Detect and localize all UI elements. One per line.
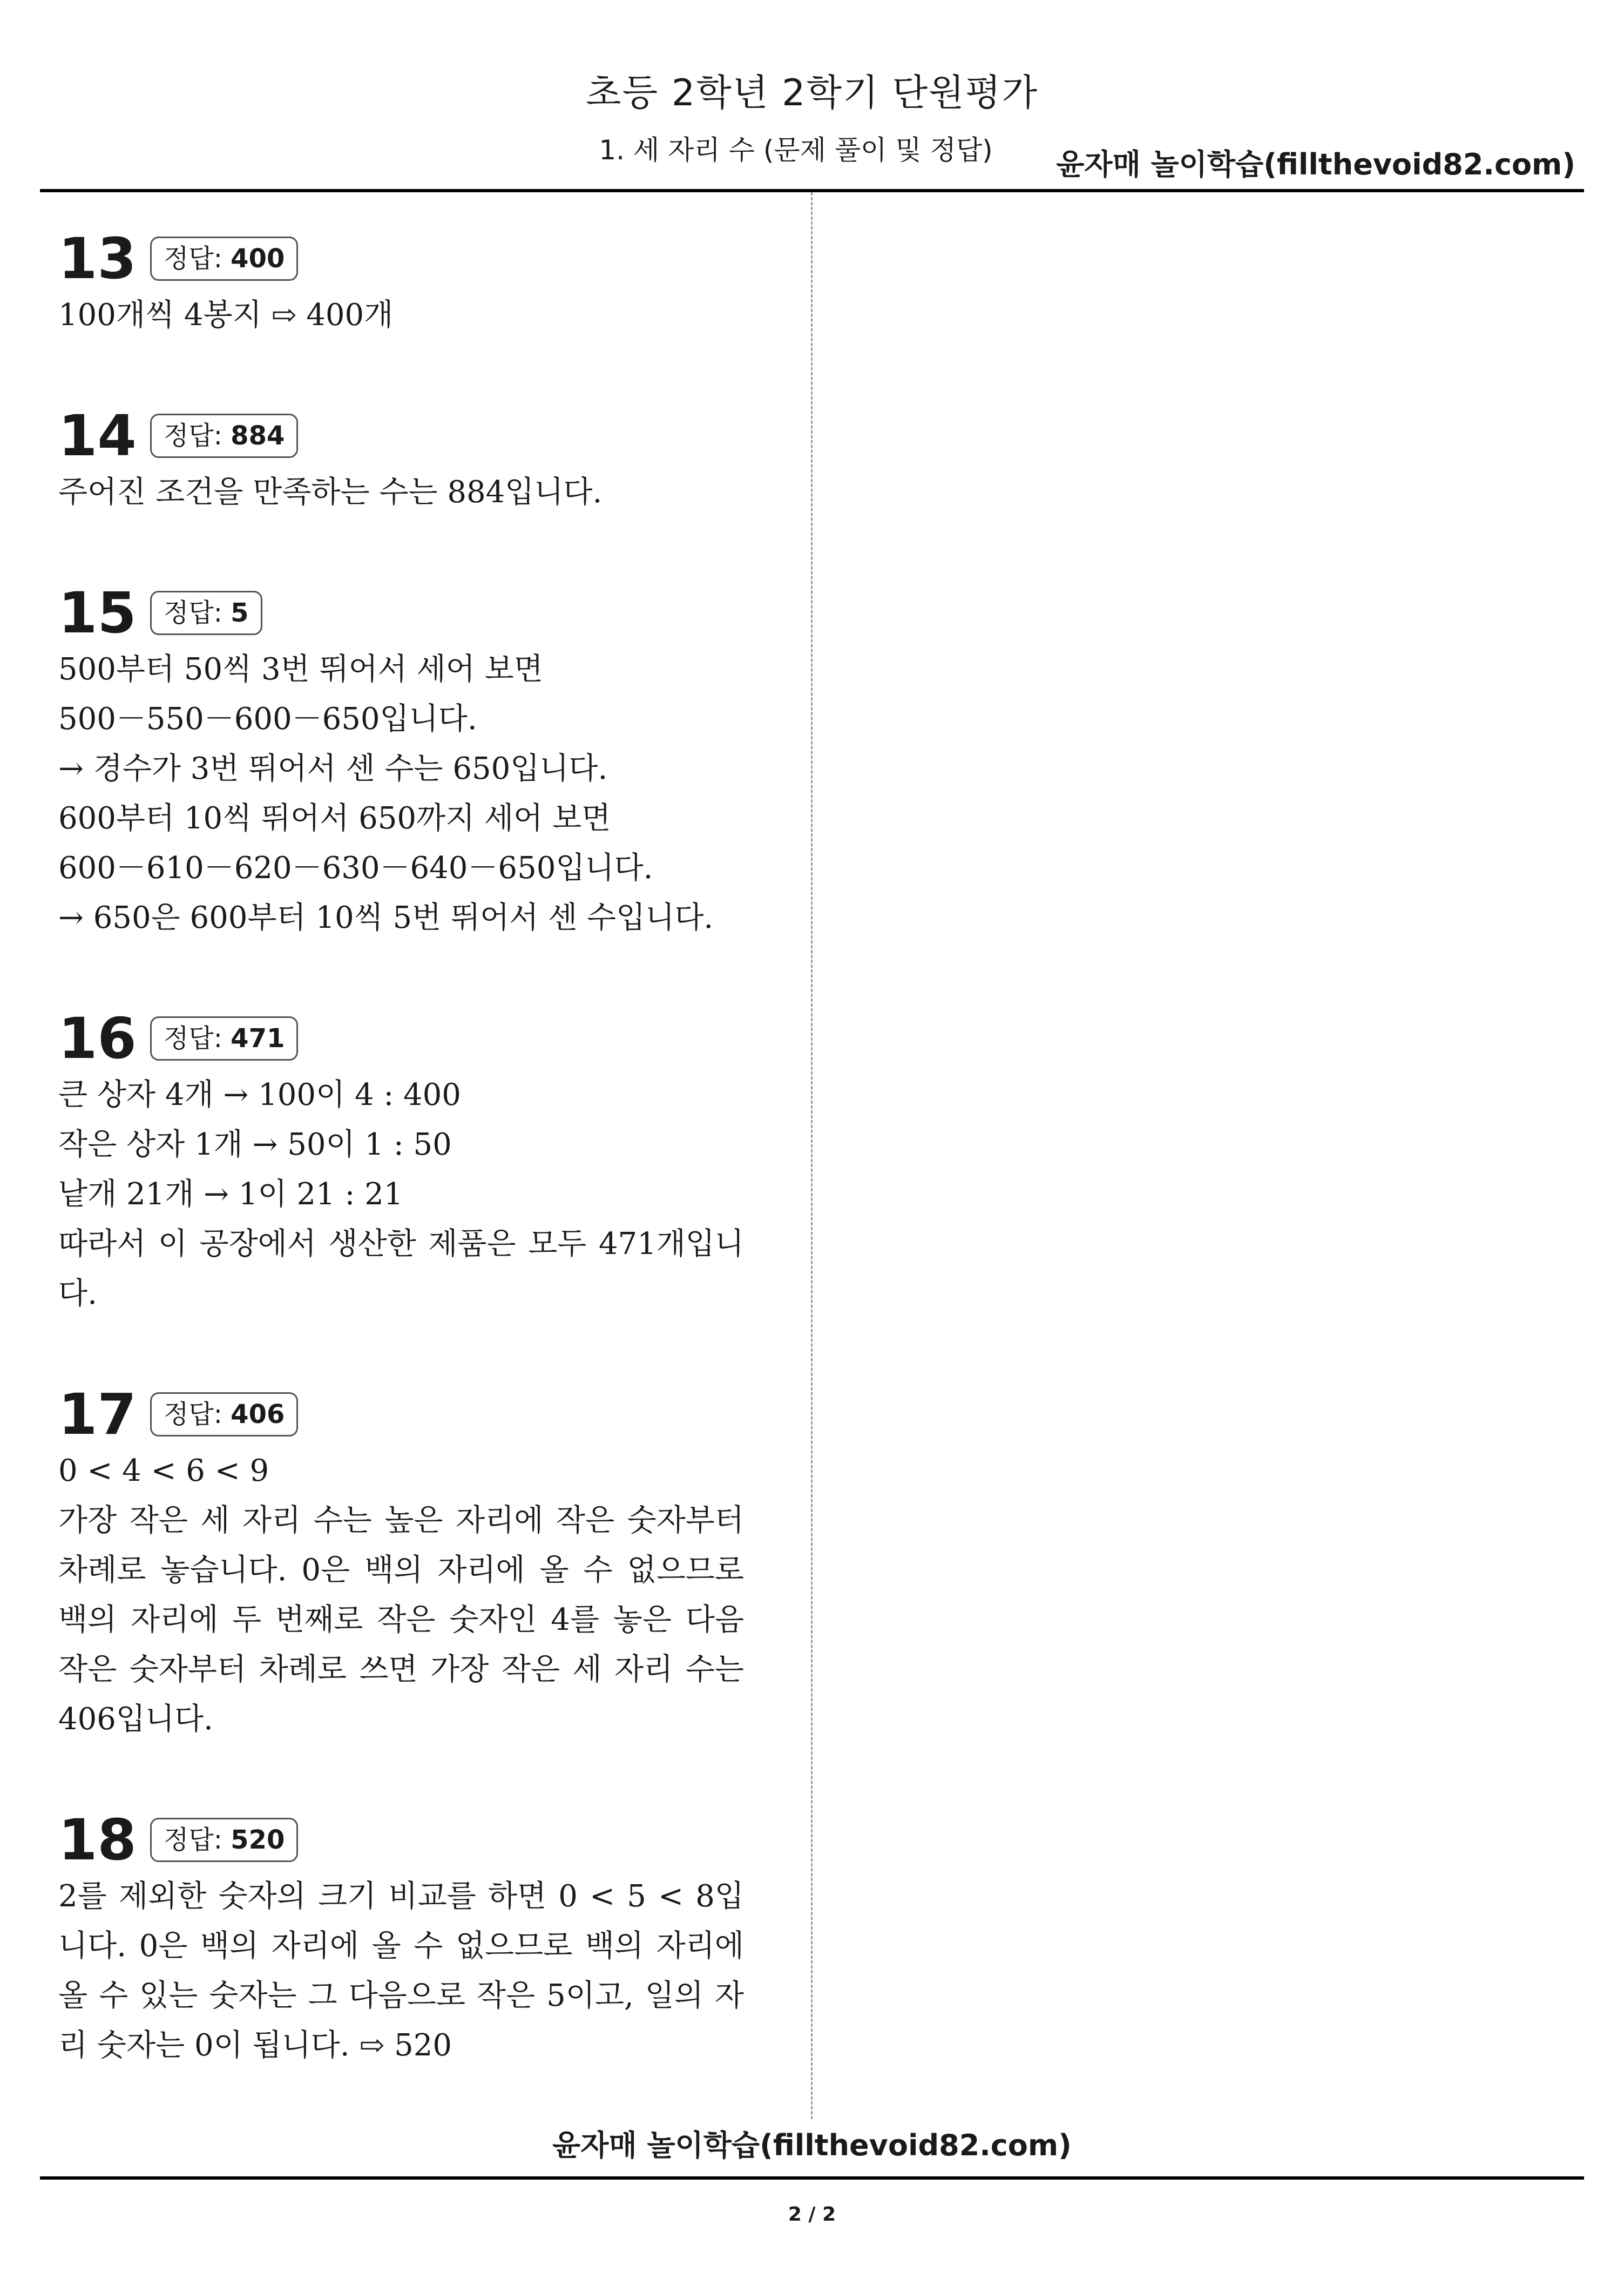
brand-footer: 윤자매 놀이학습(fillthevoid82.com) [552, 2128, 1072, 2162]
problem-header [58, 1808, 744, 1872]
problem-header [58, 404, 744, 468]
problem-number: 13 [58, 226, 137, 292]
answer-label: 정답: [164, 421, 231, 451]
brand-header: 윤자매 놀이학습(fillthevoid82.com) [1056, 147, 1575, 181]
answer-badge [150, 1818, 298, 1862]
solution-line: 작은 상자 1개 → 50이 1 : 50 [58, 1127, 452, 1162]
problem-14 [58, 404, 744, 517]
problem-15 [58, 581, 744, 943]
problem-16 [58, 1007, 744, 1319]
footer-rule [40, 2176, 1584, 2180]
answer-badge [150, 1016, 298, 1061]
answer-badge [150, 414, 298, 458]
problem-header [58, 581, 744, 645]
solutions-column [58, 227, 744, 2134]
column-divider [811, 192, 813, 2119]
problem-header [58, 227, 744, 291]
answer-badge [150, 591, 262, 635]
solution-line: 100개씩 4봉지 ⇨ 400개 [58, 298, 394, 333]
answer-label: 정답: [164, 244, 231, 274]
solution-paragraph: 가장 작은 세 자리 수는 높은 자리에 작은 숫자부터 차례로 놓습니다. 0은 백의 자리에 올 수 없으므로 백의 자리에 두 번째로 작은 숫자인 4를 놓은 다음 작은 숫자부터 차례로 쓰면 가장 작은 세 자리 수는 406입니다. [58, 1503, 744, 1737]
problem-17 [58, 1383, 744, 1744]
problem-header [58, 1007, 744, 1070]
answer-badge [150, 1392, 298, 1437]
solution-line: 500－550－600－650입니다. [58, 702, 477, 737]
problem-number: 17 [58, 1381, 137, 1447]
problem-number: 15 [58, 580, 137, 646]
solution-line: 0 < 4 < 6 < 9 [58, 1453, 269, 1488]
answer-value: 406 [231, 1399, 285, 1429]
problem-13 [58, 227, 744, 340]
answer-label: 정답: [164, 1399, 231, 1429]
answer-value: 520 [231, 1825, 285, 1855]
solution-line: 600－610－620－630－640－650입니다. [58, 851, 653, 886]
page-number: 2 / 2 [788, 2203, 836, 2226]
problem-number: 16 [58, 1006, 137, 1071]
problem-number: 18 [58, 1807, 137, 1873]
solution-line: 600부터 10씩 뛰어서 650까지 세어 보면 [58, 801, 611, 836]
problem-header [58, 1383, 744, 1446]
answer-value: 5 [231, 598, 249, 628]
page-title: 초등 2학년 2학기 단원평가 [585, 72, 1039, 114]
solution-line: 큰 상자 4개 → 100이 4 : 400 [58, 1077, 461, 1112]
solution-line: 낱개 21개 → 1이 21 : 21 [58, 1177, 403, 1212]
answer-label: 정답: [164, 598, 231, 628]
solution-paragraph: 따라서 이 공장에서 생산한 제품은 모두 471개입니다. [58, 1226, 744, 1311]
answer-label: 정답: [164, 1023, 231, 1054]
solution-line: 500부터 50씩 3번 뛰어서 세어 보면 [58, 652, 543, 687]
solution-line: → 경수가 3번 뛰어서 센 수는 650입니다. [58, 751, 608, 786]
solution-line: 주어진 조건을 만족하는 수는 884입니다. [58, 475, 603, 510]
page-subtitle: 1. 세 자리 수 (문제 풀이 및 정답) [599, 134, 993, 166]
problem-number: 14 [58, 403, 137, 469]
answer-label: 정답: [164, 1825, 231, 1855]
solution-paragraph: 2를 제외한 숫자의 크기 비교를 하면 0 < 5 < 8입니다. 0은 백의 자리에 올 수 없으므로 백의 자리에 올 수 있는 숫자는 그 다음으로 작은 5이고, 일의 자리 숫자는 0이 됩니다. ⇨ 520 [58, 1879, 744, 2063]
problem-18 [58, 1808, 744, 2071]
answer-value: 884 [231, 421, 285, 451]
solution-line: → 650은 600부터 10씩 5번 뛰어서 센 수입니다. [58, 900, 714, 935]
answer-value: 400 [231, 244, 285, 274]
answer-badge [150, 237, 298, 281]
answer-value: 471 [231, 1023, 285, 1054]
